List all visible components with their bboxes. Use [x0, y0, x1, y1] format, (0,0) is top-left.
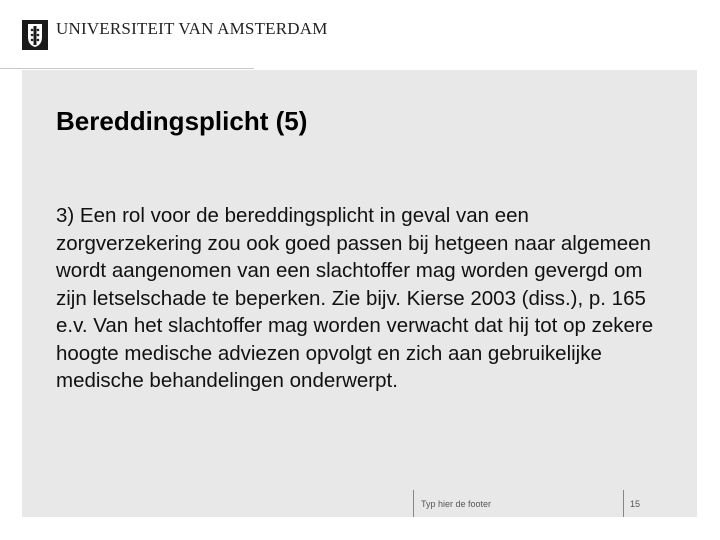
- slide-header: [0, 0, 720, 70]
- header-divider: [0, 68, 254, 69]
- footer-text: Typ hier de footer: [421, 499, 492, 509]
- page-number: 15: [630, 499, 641, 509]
- slide-title: Bereddingsplicht (5): [56, 106, 308, 136]
- university-crest-icon: [22, 20, 48, 50]
- footer-divider-left: [413, 490, 414, 517]
- slide-content-area: [22, 70, 697, 517]
- university-name: UNIVERSITEIT VAN AMSTERDAM: [56, 19, 328, 38]
- slide-body-text: 3) Een rol voor de bereddingsplicht in geval van een zorgverzekering zou ook goed passen bij hetgeen naar algemeen wordt aangenomen van een slachtoffer mag worden gevergd om zijn letselschade te beperken. Zie bijv. Kierse 2003 (diss.), p. 165 e.v. Van het slachtoffer mag worden verwacht dat hij tot op zekere hoogte medische adviezen opvolgt en zich aan gebruikelijke medische behandelingen onderwerpt.: [56, 204, 654, 392]
- footer-divider-right: [623, 490, 624, 517]
